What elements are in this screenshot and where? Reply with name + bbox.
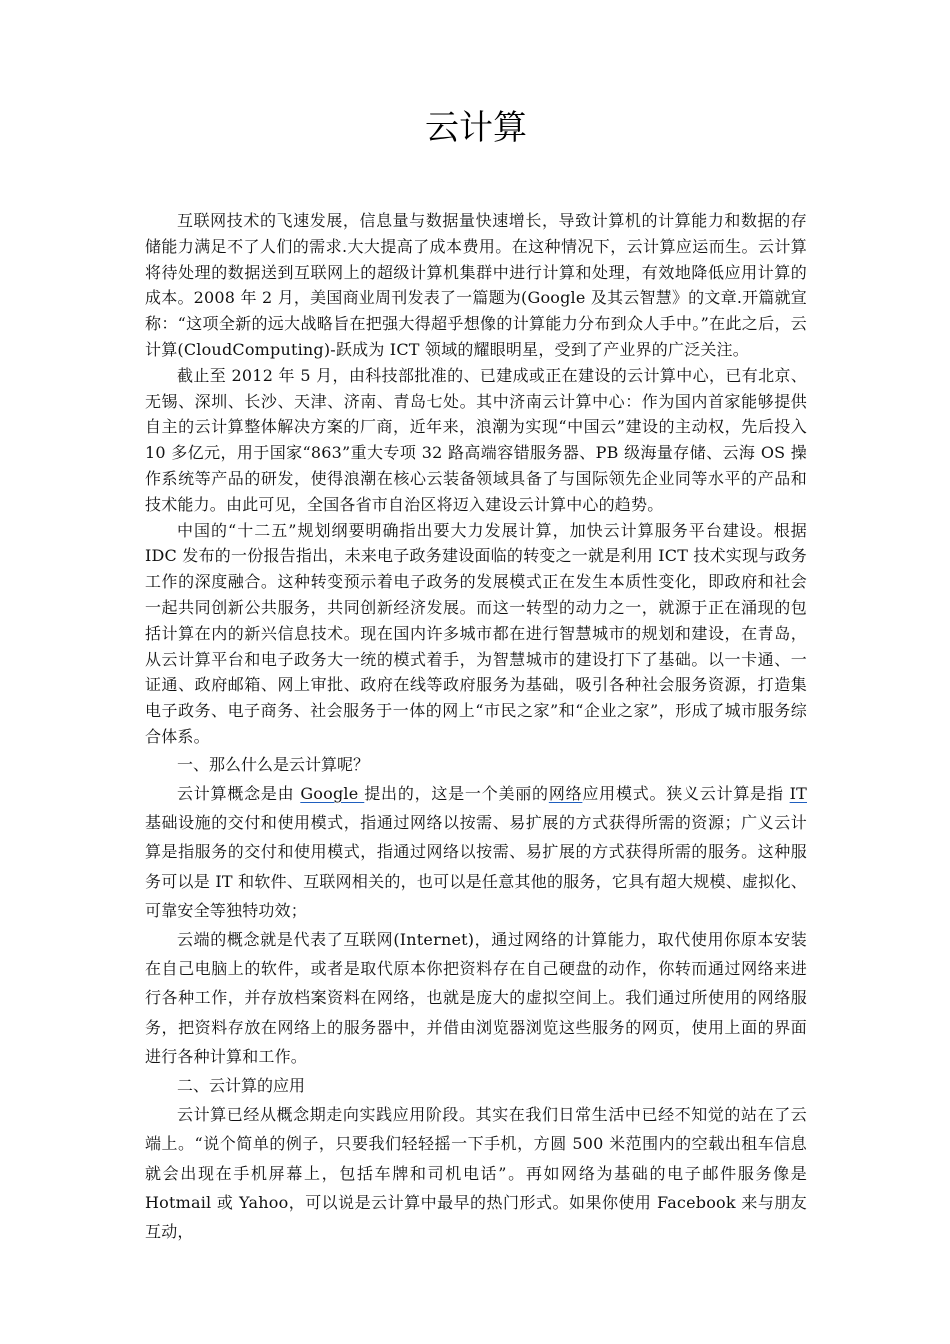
- section-heading-applications: 二、云计算的应用: [177, 1075, 306, 1095]
- paragraph-cloud-centers: 截止至 2012 年 5 月，由科技部批准的、已建成或正在建设的云计算中心，已有北京、无锡、深圳、长沙、天津、济南、青岛七处。其中济南云计算中心：作为国内首家能够提供自主的云计算整体解决方案的厂商，近年来，浪潮为实现“中国云”建设的主动权，先后投入 10 多亿元，用于国家“863”重大专项 32 路高端容错服务器、PB 级海量存储、云海 OS 操作系统等产品的研发，使得浪潮在核心云装备领域具备了与国际领先企业同等水平的产品和技术能力。由此可见，全国各省市自治区将迈入建设云计算中心的趋势。: [145, 365, 807, 514]
- concept-text-middle: 提出的，这是一个美丽的: [364, 783, 549, 803]
- it-link[interactable]: IT: [789, 783, 807, 803]
- paragraph-applications: 云计算已经从概念期走向实践应用阶段。其实在我们日常生活中已经不知觉的站在了云端上。“说个简单的例子，只要我们轻轻摇一下手机，方圆 500 米范围内的空载出租车信息就会出现在手机屏幕上，包括车牌和司机电话”。再如网络为基础的电子邮件服务像是 Hotmail 或 Yahoo，可以说是云计算中最早的热门形式。如果你使用 Facebook 来与朋友互动，: [145, 1105, 807, 1241]
- paragraph-intro: 互联网技术的飞速发展，信息量与数据量快速增长，导致计算机的计算能力和数据的存储能力满足不了人们的需求.大大提高了成本费用。在这种情况下，云计算应运而生。云计算将待处理的数据送到互联网上的超级计算机集群中进行计算和处理，有效地降低应用计算的成本。2008 年 2 月，美国商业周刊发表了一篇题为(Google 及其云智慧》的文章.开篇就宣称：“这项全新的远大战略旨在把强大得超乎想像的计算能力分布到众人手中。”在此之后，云计算(CloudComputing)-跃成为 ICT 领域的耀眼明星，受到了产业界的广泛关注。: [145, 211, 807, 359]
- paragraph-concept: [145, 779, 807, 925]
- section-heading-what-is-cloud: 一、那么什么是云计算呢？: [177, 754, 370, 774]
- document-title: 云计算: [425, 108, 527, 148]
- google-link[interactable]: Google: [300, 783, 365, 803]
- paragraph-cloud-client: 云端的概念就是代表了互联网(Internet)，通过网络的计算能力，取代使用你原本安装在自己电脑上的软件，或者是取代原本你把资料存在自己硬盘的动作，你转而通过网络来进行各种工作，并存放档案资料在网络，也就是庞大的虚拟空间上。我们通过所使用的网络服务，把资料存放在网络上的服务器中，并借由浏览器浏览这些服务的网页，使用上面的界面进行各种计算和工作。: [145, 929, 807, 1066]
- document-body: [145, 208, 807, 1246]
- network-link[interactable]: 网络: [548, 783, 583, 803]
- concept-text-rest: 基础设施的交付和使用模式，指通过网络以按需、易扩展的方式获得所需的资源；广义云计算是指服务的交付和使用模式，指通过网络以按需、易扩展的方式获得所需的服务。这种服务可以是 IT 和软件、互联网相关的，也可以是任意其他的服务，它具有超大规模、虚拟化、可靠安全等独特功效；: [145, 813, 807, 920]
- concept-text-model: 应用模式。狭义云计算是指: [582, 783, 790, 803]
- concept-text-start: 云计算概念是由: [177, 783, 301, 803]
- paragraph-twelfth-five-year-plan: 中国的“十二五”规划纲要明确指出要大力发展计算，加快云计算服务平台建设。根据 IDC 发布的一份报告指出，未来电子政务建设面临的转变之一就是利用 ICT 技术实现与政务工作的深度融合。这种转变预示着电子政务的发展模式正在发生本质性变化，即政府和社会一起共同创新公共服务，共同创新经济发展。而这一转型的动力之一，就源于正在涌现的包括计算在内的新兴信息技术。现在国内许多城市都在进行智慧城市的规划和建设，在青岛，从云计算平台和电子政务大一统的模式着手，为智慧城市的建设打下了基础。以一卡通、一证通、政府邮箱、网上审批、政府在线等政府服务为基础，吸引各种社会服务资源，打造集电子政务、电子商务、社会服务于一体的网上“市民之家”和“企业之家”，形成了城市服务综合体系。: [145, 520, 807, 746]
